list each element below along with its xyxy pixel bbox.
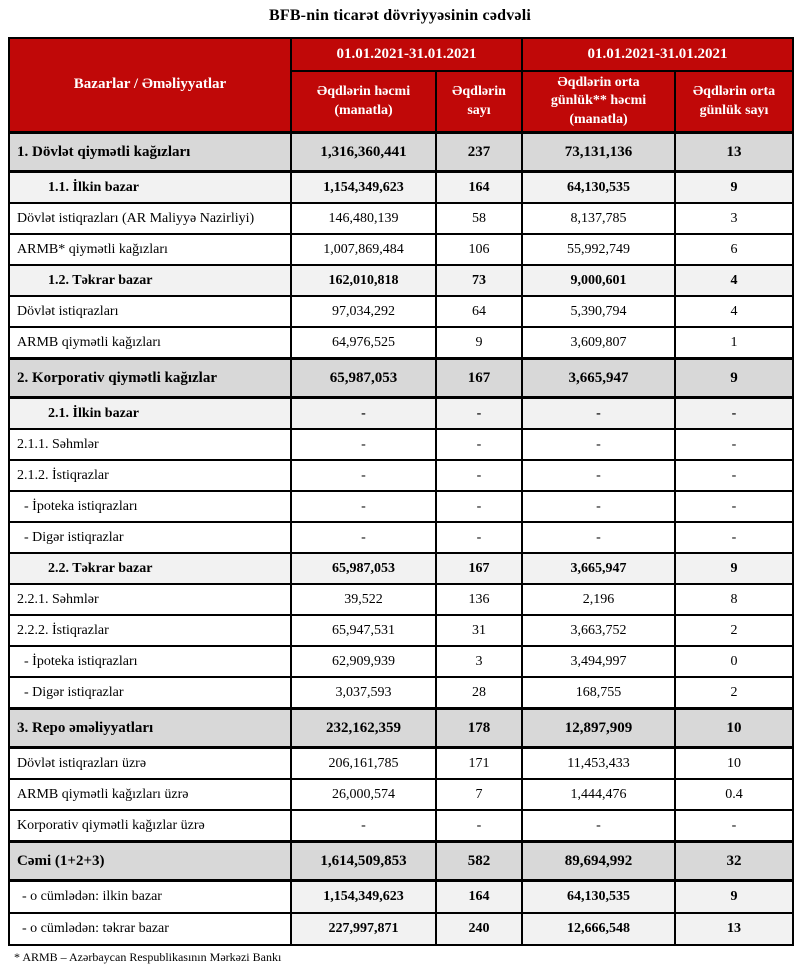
cell-deal-count: 136 <box>436 584 522 615</box>
cell-avg-daily-volume: - <box>522 522 675 553</box>
cell-deal-count: - <box>436 398 522 430</box>
row-label: - İpoteka istiqrazları <box>9 646 291 677</box>
cell-deal-volume: 62,909,939 <box>291 646 436 677</box>
cell-avg-daily-count: 6 <box>675 234 793 265</box>
cell-avg-daily-count: 3 <box>675 203 793 234</box>
header-group-row <box>9 38 793 71</box>
cell-avg-daily-volume: - <box>522 491 675 522</box>
cell-deal-count: 9 <box>436 327 522 359</box>
trading-turnover-table <box>8 37 794 946</box>
cell-avg-daily-volume: 3,494,997 <box>522 646 675 677</box>
row-label: ARMB qiymətli kağızları <box>9 327 291 359</box>
row-label: 2.1.2. İstiqrazlar <box>9 460 291 491</box>
column-header-avg-daily-count: Əqdlərin orta günlük sayı <box>675 71 793 133</box>
table-row <box>9 646 793 677</box>
cell-deal-count: 7 <box>436 779 522 810</box>
row-label: - Digər istiqrazlar <box>9 522 291 553</box>
cell-avg-daily-count: 8 <box>675 584 793 615</box>
cell-avg-daily-count: 1 <box>675 327 793 359</box>
cell-deal-count: 167 <box>436 359 522 398</box>
table-row <box>9 133 793 172</box>
column-group-period-1: 01.01.2021-31.01.2021 <box>291 38 522 71</box>
cell-deal-count: - <box>436 810 522 842</box>
table-row <box>9 429 793 460</box>
cell-avg-daily-count: 4 <box>675 265 793 296</box>
table-row <box>9 234 793 265</box>
cell-deal-count: 31 <box>436 615 522 646</box>
cell-deal-volume: 65,947,531 <box>291 615 436 646</box>
table-row <box>9 203 793 234</box>
cell-deal-count: 106 <box>436 234 522 265</box>
table-row <box>9 296 793 327</box>
table-row <box>9 913 793 945</box>
cell-avg-daily-volume: 12,666,548 <box>522 913 675 945</box>
cell-deal-volume: - <box>291 491 436 522</box>
cell-avg-daily-count: - <box>675 810 793 842</box>
cell-deal-count: 64 <box>436 296 522 327</box>
cell-avg-daily-volume: 3,663,752 <box>522 615 675 646</box>
cell-avg-daily-volume: - <box>522 429 675 460</box>
cell-avg-daily-volume: 12,897,909 <box>522 709 675 748</box>
cell-deal-count: - <box>436 491 522 522</box>
cell-avg-daily-count: 0 <box>675 646 793 677</box>
cell-avg-daily-count: 10 <box>675 709 793 748</box>
cell-avg-daily-count: - <box>675 398 793 430</box>
cell-deal-volume: - <box>291 522 436 553</box>
table-row <box>9 677 793 709</box>
table-row <box>9 172 793 204</box>
cell-avg-daily-count: 10 <box>675 748 793 780</box>
row-label: 2.2.2. İstiqrazlar <box>9 615 291 646</box>
table-row <box>9 359 793 398</box>
cell-deal-volume: 227,997,871 <box>291 913 436 945</box>
cell-deal-volume: - <box>291 810 436 842</box>
row-label: - o cümlədən: təkrar bazar <box>9 913 291 945</box>
table-row <box>9 615 793 646</box>
cell-deal-count: 582 <box>436 842 522 881</box>
cell-deal-volume: - <box>291 398 436 430</box>
cell-deal-volume: 39,522 <box>291 584 436 615</box>
cell-avg-daily-count: - <box>675 491 793 522</box>
footnote: * ARMB – Azərbaycan Respublikasının Mərkəzi Bankı <box>14 950 282 964</box>
table-row <box>9 810 793 842</box>
row-label: Dövlət istiqrazları <box>9 296 291 327</box>
cell-avg-daily-count: 9 <box>675 553 793 584</box>
cell-avg-daily-volume: 1,444,476 <box>522 779 675 810</box>
cell-avg-daily-volume: 55,992,749 <box>522 234 675 265</box>
cell-deal-count: 240 <box>436 913 522 945</box>
cell-avg-daily-count: 0.4 <box>675 779 793 810</box>
row-label: 2.2. Təkrar bazar <box>9 553 291 584</box>
column-header-deal-count: Əqdlərin sayı <box>436 71 522 133</box>
row-label: ARMB* qiymətli kağızları <box>9 234 291 265</box>
row-label: 1.1. İlkin bazar <box>9 172 291 204</box>
cell-deal-count: - <box>436 522 522 553</box>
cell-avg-daily-count: 9 <box>675 172 793 204</box>
table-row <box>9 748 793 780</box>
cell-deal-volume: 1,614,509,853 <box>291 842 436 881</box>
cell-avg-daily-volume: - <box>522 398 675 430</box>
table-row <box>9 460 793 491</box>
cell-avg-daily-volume: 64,130,535 <box>522 172 675 204</box>
cell-deal-volume: 65,987,053 <box>291 359 436 398</box>
table-body <box>9 133 793 946</box>
table-row <box>9 881 793 914</box>
page-title: BFB-nin ticarət dövriyyəsinin cədvəli <box>268 7 532 24</box>
table-row <box>9 265 793 296</box>
cell-deal-volume: 1,007,869,484 <box>291 234 436 265</box>
cell-deal-count: - <box>436 429 522 460</box>
column-header-avg-daily-volume: Əqdlərin orta günlük** həcmi (manatla) <box>522 71 675 133</box>
cell-deal-volume: - <box>291 460 436 491</box>
cell-avg-daily-count: 9 <box>675 881 793 914</box>
cell-avg-daily-count: 2 <box>675 615 793 646</box>
cell-avg-daily-volume: 64,130,535 <box>522 881 675 914</box>
row-label: 2.2.1. Səhmlər <box>9 584 291 615</box>
cell-deal-volume: 146,480,139 <box>291 203 436 234</box>
cell-avg-daily-count: 2 <box>675 677 793 709</box>
cell-deal-volume: 1,154,349,623 <box>291 881 436 914</box>
cell-deal-volume: 1,316,360,441 <box>291 133 436 172</box>
column-header-deal-volume: Əqdlərin həcmi (manatla) <box>291 71 436 133</box>
cell-deal-count: 164 <box>436 172 522 204</box>
cell-avg-daily-volume: - <box>522 810 675 842</box>
cell-deal-volume: 26,000,574 <box>291 779 436 810</box>
column-header-markets-operations: Bazarlar / Əməliyyatlar <box>9 38 291 133</box>
cell-deal-count: 28 <box>436 677 522 709</box>
cell-avg-daily-count: 9 <box>675 359 793 398</box>
table-row <box>9 842 793 881</box>
table-row <box>9 553 793 584</box>
cell-deal-volume: 64,976,525 <box>291 327 436 359</box>
cell-deal-count: 58 <box>436 203 522 234</box>
cell-avg-daily-volume: 5,390,794 <box>522 296 675 327</box>
row-label: Dövlət istiqrazları (AR Maliyyə Nazirliyi) <box>9 203 291 234</box>
cell-avg-daily-count: 4 <box>675 296 793 327</box>
cell-deal-volume: 1,154,349,623 <box>291 172 436 204</box>
cell-deal-volume: 3,037,593 <box>291 677 436 709</box>
cell-avg-daily-count: 32 <box>675 842 793 881</box>
cell-avg-daily-count: - <box>675 522 793 553</box>
cell-deal-count: 167 <box>436 553 522 584</box>
column-group-period-2: 01.01.2021-31.01.2021 <box>522 38 793 71</box>
cell-avg-daily-volume: 168,755 <box>522 677 675 709</box>
row-label: 1.2. Təkrar bazar <box>9 265 291 296</box>
table-header <box>9 38 793 133</box>
cell-deal-volume: 162,010,818 <box>291 265 436 296</box>
cell-avg-daily-volume: 3,609,807 <box>522 327 675 359</box>
table-row <box>9 491 793 522</box>
table-row <box>9 398 793 430</box>
cell-avg-daily-volume: 11,453,433 <box>522 748 675 780</box>
row-label: 2.1. İlkin bazar <box>9 398 291 430</box>
cell-avg-daily-volume: 8,137,785 <box>522 203 675 234</box>
row-label: 1. Dövlət qiymətli kağızları <box>9 133 291 172</box>
row-label: ARMB qiymətli kağızları üzrə <box>9 779 291 810</box>
cell-avg-daily-count: - <box>675 429 793 460</box>
cell-deal-volume: 232,162,359 <box>291 709 436 748</box>
cell-avg-daily-volume: 73,131,136 <box>522 133 675 172</box>
cell-deal-count: 171 <box>436 748 522 780</box>
table-row <box>9 584 793 615</box>
cell-deal-volume: - <box>291 429 436 460</box>
table-row <box>9 327 793 359</box>
cell-avg-daily-volume: 89,694,992 <box>522 842 675 881</box>
row-label: - İpoteka istiqrazları <box>9 491 291 522</box>
cell-avg-daily-volume: - <box>522 460 675 491</box>
row-label: 2. Korporativ qiymətli kağızlar <box>9 359 291 398</box>
table-row <box>9 709 793 748</box>
row-label: Cəmi (1+2+3) <box>9 842 291 881</box>
cell-deal-count: 73 <box>436 265 522 296</box>
table-row <box>9 522 793 553</box>
row-label: Korporativ qiymətli kağızlar üzrə <box>9 810 291 842</box>
row-label: 3. Repo əməliyyatları <box>9 709 291 748</box>
cell-deal-volume: 65,987,053 <box>291 553 436 584</box>
cell-deal-volume: 97,034,292 <box>291 296 436 327</box>
cell-avg-daily-volume: 2,196 <box>522 584 675 615</box>
cell-deal-count: 237 <box>436 133 522 172</box>
cell-avg-daily-volume: 9,000,601 <box>522 265 675 296</box>
table-row <box>9 779 793 810</box>
cell-avg-daily-count: 13 <box>675 133 793 172</box>
cell-deal-count: 164 <box>436 881 522 914</box>
cell-avg-daily-count: - <box>675 460 793 491</box>
cell-avg-daily-volume: 3,665,947 <box>522 359 675 398</box>
cell-deal-count: 3 <box>436 646 522 677</box>
row-label: - Digər istiqrazlar <box>9 677 291 709</box>
cell-deal-count: 178 <box>436 709 522 748</box>
cell-avg-daily-volume: 3,665,947 <box>522 553 675 584</box>
cell-deal-count: - <box>436 460 522 491</box>
cell-avg-daily-count: 13 <box>675 913 793 945</box>
row-label: 2.1.1. Səhmlər <box>9 429 291 460</box>
row-label: Dövlət istiqrazları üzrə <box>9 748 291 780</box>
cell-deal-volume: 206,161,785 <box>291 748 436 780</box>
row-label: - o cümlədən: ilkin bazar <box>9 881 291 914</box>
